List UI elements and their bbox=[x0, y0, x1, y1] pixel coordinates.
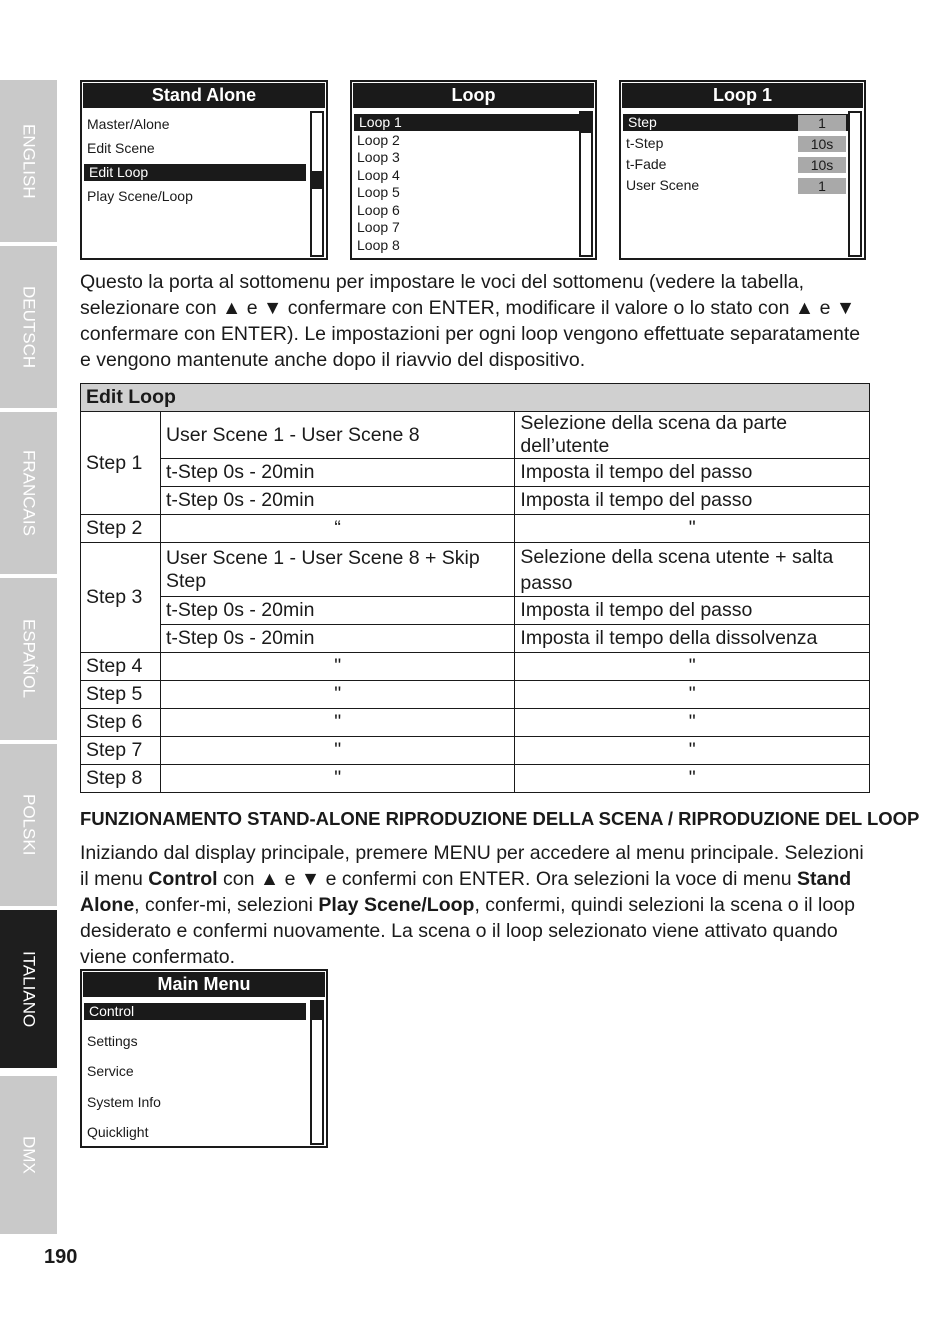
tab-label: ENGLISH bbox=[19, 123, 39, 199]
menu-item[interactable]: Service bbox=[87, 1063, 134, 1079]
item-value[interactable]: 10s bbox=[798, 136, 846, 152]
table-cell: " bbox=[515, 653, 870, 681]
lcd-title: Stand Alone bbox=[83, 83, 325, 108]
table-cell: t-Step 0s - 20min bbox=[160, 597, 514, 625]
tab-deutsch[interactable] bbox=[0, 246, 57, 408]
menu-item[interactable]: t-Step bbox=[626, 135, 664, 151]
table-cell: Imposta il tempo del passo bbox=[515, 597, 870, 625]
bold-term: Control bbox=[148, 868, 218, 890]
step-label: Step 5 bbox=[81, 681, 161, 709]
item-label: Step bbox=[628, 114, 657, 130]
table-cell: " bbox=[160, 681, 514, 709]
menu-item[interactable]: Loop 5 bbox=[357, 184, 400, 200]
table-row bbox=[81, 459, 870, 487]
step-label: Step 3 bbox=[81, 543, 161, 653]
item-value[interactable]: 1 bbox=[798, 115, 846, 131]
tab-label: ITALIANO bbox=[19, 950, 39, 1028]
menu-item[interactable]: Edit Scene bbox=[87, 140, 155, 156]
table-cell: Selezione della scena da parte dell’utente bbox=[515, 412, 870, 459]
menu-item[interactable]: Loop 6 bbox=[357, 202, 400, 218]
tab-dmx[interactable] bbox=[0, 1076, 57, 1234]
step-label: Step 4 bbox=[81, 653, 161, 681]
scrollbar[interactable] bbox=[310, 1000, 324, 1145]
step-label: Step 6 bbox=[81, 709, 161, 737]
scrollbar-thumb[interactable] bbox=[312, 1002, 322, 1020]
tab-espanol[interactable] bbox=[0, 578, 57, 740]
table-row bbox=[81, 625, 870, 653]
table-cell: " bbox=[160, 653, 514, 681]
table-cell: Imposta il tempo del passo bbox=[515, 459, 870, 487]
scrollbar-thumb[interactable] bbox=[312, 171, 322, 189]
lcd-loop bbox=[350, 80, 597, 260]
table-cell: " bbox=[160, 737, 514, 765]
table-row bbox=[81, 681, 870, 709]
tab-english[interactable] bbox=[0, 80, 57, 242]
tab-label: FRANCAIS bbox=[19, 450, 39, 536]
scrollbar[interactable] bbox=[579, 111, 593, 257]
step-label: Step 2 bbox=[81, 515, 161, 543]
table-cell: " bbox=[160, 765, 514, 793]
menu-item[interactable]: Play Scene/Loop bbox=[87, 188, 193, 204]
lcd-loop-1 bbox=[619, 80, 866, 260]
menu-item-selected[interactable]: Loop 1 bbox=[354, 114, 579, 131]
bold-term: Stand Alone bbox=[80, 868, 852, 916]
page-number: 190 bbox=[44, 1246, 78, 1268]
body-text: , confermi, quindi selezioni la scena o il loop desiderato e confermi nuovamente. La scena o il loop selezionato viene attivato quando viene confermato. bbox=[80, 894, 855, 968]
scrollbar[interactable] bbox=[310, 111, 324, 257]
lcd-main-menu bbox=[80, 969, 328, 1148]
menu-item-selected[interactable]: Control bbox=[84, 1003, 306, 1020]
tab-label: DEUTSCH bbox=[19, 285, 39, 369]
table-cell: t-Step 0s - 20min bbox=[160, 459, 514, 487]
body-text: , confer-mi, selezioni bbox=[134, 894, 319, 916]
table-cell: Imposta il tempo del passo bbox=[515, 487, 870, 515]
body-text: con ▲ e ▼ e confermi con ENTER. Ora selezioni la voce di menu bbox=[217, 868, 798, 890]
table-cell: Imposta il tempo della dissolvenza bbox=[515, 625, 870, 653]
scrollbar-thumb[interactable] bbox=[581, 113, 591, 133]
menu-item[interactable]: Quicklight bbox=[87, 1124, 149, 1140]
lcd-stand-alone bbox=[80, 80, 328, 260]
body-text: Iniziando dal display principale, premere MENU per accedere al menu principale. Selezioni il menu bbox=[80, 842, 864, 890]
item-value[interactable]: 10s bbox=[798, 157, 846, 173]
tab-label: POLSKI bbox=[19, 794, 39, 856]
table-cell: " bbox=[160, 709, 514, 737]
menu-item-selected[interactable]: Edit Loop bbox=[84, 164, 306, 181]
tab-label: ESPAÑOL bbox=[19, 619, 39, 699]
menu-item[interactable]: t-Fade bbox=[626, 156, 667, 172]
table-header: Edit Loop bbox=[81, 384, 870, 412]
menu-item[interactable]: Loop 2 bbox=[357, 132, 400, 148]
table-header-row bbox=[81, 384, 870, 412]
menu-item[interactable]: System Info bbox=[87, 1094, 161, 1110]
step-label: Step 1 bbox=[81, 412, 161, 515]
step-label: Step 8 bbox=[81, 765, 161, 793]
step-label: Step 7 bbox=[81, 737, 161, 765]
lcd-title: Loop bbox=[353, 83, 594, 108]
table-row bbox=[81, 653, 870, 681]
lcd-list bbox=[83, 1000, 325, 1145]
body-paragraph bbox=[80, 840, 870, 970]
table-row bbox=[81, 412, 870, 459]
table-cell: User Scene 1 - User Scene 8 bbox=[160, 412, 514, 459]
tab-label: DMX bbox=[19, 1136, 39, 1174]
table-row bbox=[81, 515, 870, 543]
tab-polski[interactable] bbox=[0, 744, 57, 906]
lcd-list bbox=[622, 111, 863, 257]
table-cell: " bbox=[515, 681, 870, 709]
table-row bbox=[81, 737, 870, 765]
edit-loop-table bbox=[80, 383, 870, 793]
table-cell: " bbox=[515, 515, 870, 543]
table-row bbox=[81, 765, 870, 793]
section-heading: FUNZIONAMENTO STAND-ALONE RIPRODUZIONE DELLA SCENA / RIPRODUZIONE DEL LOOP bbox=[80, 808, 920, 829]
menu-item[interactable]: Loop 3 bbox=[357, 149, 400, 165]
table-cell: " bbox=[515, 709, 870, 737]
bold-term: Play Scene/Loop bbox=[318, 894, 475, 916]
menu-item[interactable]: Master/Alone bbox=[87, 116, 170, 132]
table-cell: Selezione della scena utente + salta passo bbox=[515, 543, 870, 597]
table-cell: “ bbox=[160, 515, 514, 543]
table-cell: t-Step 0s - 20min bbox=[160, 625, 514, 653]
table-row bbox=[81, 543, 870, 597]
table-row bbox=[81, 487, 870, 515]
lcd-list bbox=[83, 111, 325, 257]
intro-paragraph: Questo la porta al sottomenu per impostare le voci del sottomenu (vedere la tabella, selezionare con ▲ e ▼ confermare con ENTER, modificare il valore o lo stato con ▲ e ▼ confermare con ENTER). Le impostazioni per ogni loop vengono effettuate separatamente e vengono mantenute anche dopo il riavvio del dispositivo. bbox=[80, 271, 861, 371]
table-cell: User Scene 1 - User Scene 8 + Skip Step bbox=[160, 543, 514, 597]
lcd-title: Loop 1 bbox=[622, 83, 863, 108]
menu-item[interactable]: Loop 7 bbox=[357, 219, 400, 235]
menu-item[interactable]: Loop 4 bbox=[357, 167, 400, 183]
menu-item[interactable]: Loop 8 bbox=[357, 237, 400, 253]
table-row bbox=[81, 709, 870, 737]
lcd-list bbox=[353, 111, 594, 257]
tab-francais[interactable] bbox=[0, 412, 57, 574]
table-cell: " bbox=[515, 765, 870, 793]
table-row bbox=[81, 597, 870, 625]
tab-italiano[interactable] bbox=[0, 910, 57, 1068]
item-value[interactable]: 1 bbox=[798, 178, 846, 194]
scrollbar[interactable] bbox=[848, 111, 862, 257]
menu-item[interactable]: Settings bbox=[87, 1033, 138, 1049]
table-cell: t-Step 0s - 20min bbox=[160, 487, 514, 515]
table-cell: " bbox=[515, 737, 870, 765]
menu-item[interactable]: User Scene bbox=[626, 177, 700, 193]
lcd-title: Main Menu bbox=[83, 972, 325, 997]
